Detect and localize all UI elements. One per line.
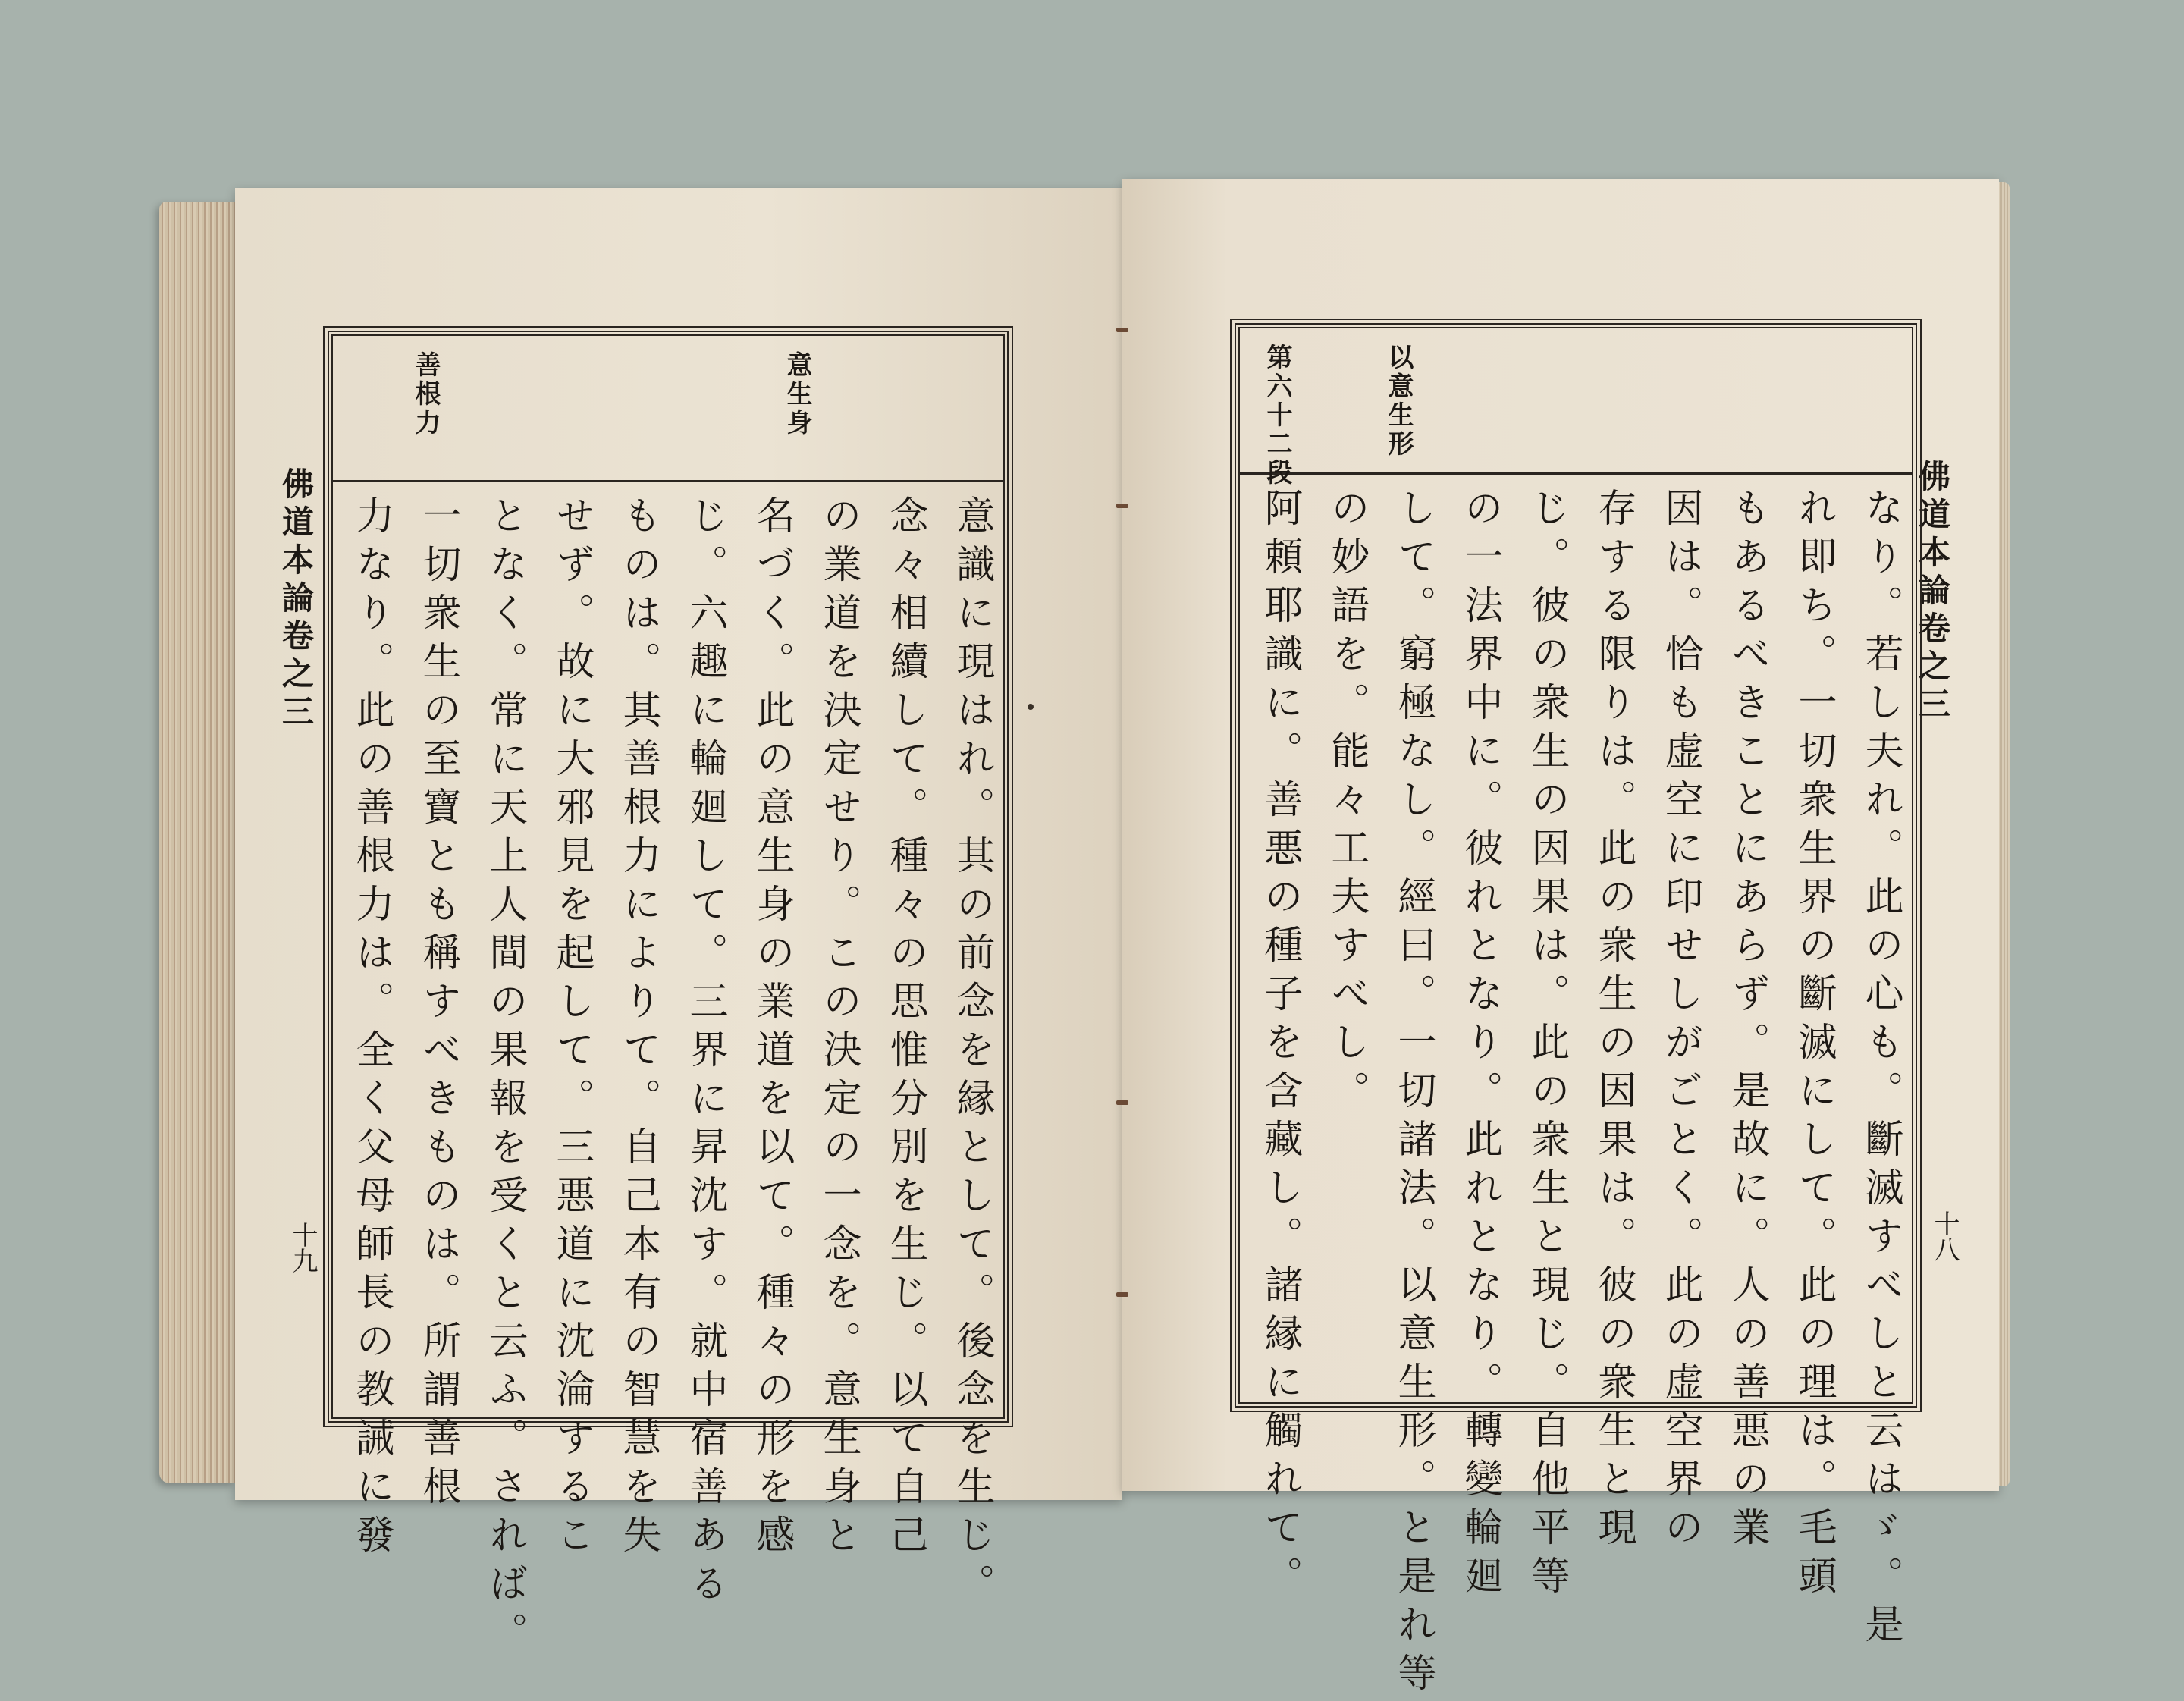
text-column: の妙語を。能々工夫すべし。 [1324,488,1369,1119]
right-headnote-area [1240,328,1912,488]
headnote: 善根力 [410,351,441,438]
right-margin-title: 佛道本論卷之三 [1914,460,1951,725]
left-page-number: 十九 [287,1222,318,1273]
text-column: 意識に現はれ。其の前念を縁として。後念を生じ。 [949,495,994,1612]
open-book [159,179,2010,1701]
text-column: の一法界中に。彼れとなり。此れとなり。轉變輪廻 [1458,488,1502,1604]
text-column: もあるべきことにあらず。是故に。人の善悪の業 [1724,488,1769,1555]
left-text-frame [328,331,1009,1660]
text-column: して。窮極なし。經曰。一切諸法。以意生形。と是れ等 [1391,488,1436,1701]
text-column: なり。若し夫れ。此の心も。斷滅すべしと云はゞ。是 [1858,488,1903,1652]
text-column: じ。六趣に輪廻して。三界に昇沈す。就中宿善ある [682,495,727,1612]
text-column: 力なり。此の善根力は。全く父母師長の教誡に發 [349,495,394,1563]
left-margin-title: 佛道本論卷之三 [278,467,315,733]
binding-stitch [1116,1292,1128,1297]
headnote: 以意生形 [1383,344,1414,459]
section-heading: 第六十二段 [1262,344,1292,488]
left-headnote-area [333,336,1003,482]
text-column: 阿頼耶識に。善悪の種子を含藏し。諸縁に觸れて。 [1257,488,1302,1604]
text-column: じ。彼の衆生の因果は。此の衆生と現じ。自他平等 [1524,488,1569,1604]
ink-spot [1028,704,1034,710]
text-column: となく。常に天上人間の果報を受くと云ふ。されば。 [482,495,527,1660]
binding-stitch [1116,1100,1128,1105]
binding-stitch [1116,328,1128,332]
page-block-edges-right [1999,182,2010,1486]
text-column: 念々相續して。種々の思惟分別を生じ。以て自己 [883,495,927,1563]
page-block-edges-left [159,202,235,1483]
text-column: れ即ち。一切衆生界の斷滅にして。此の理は。毛頭 [1791,488,1836,1604]
text-column: の業道を決定せり。この決定の一念を。意生身と [816,495,861,1563]
text-column: 因は。恰も虚空に印せしがごとく。此の虚空界の [1658,488,1702,1555]
binding-stitch [1116,504,1128,508]
text-column: 一切衆生の至寶とも稱すべきものは。所謂善根 [416,495,460,1514]
headnote: 意生身 [782,351,812,438]
text-column: ものは。其善根力によりて。自己本有の智慧を失 [616,495,661,1563]
right-text-frame [1235,323,1917,1701]
text-column: せず。故に大邪見を起して。三悪道に沈淪するこ [549,495,594,1563]
right-page-number: 十八 [1929,1210,1960,1262]
text-column: 名づく。此の意生身の業道を以て。種々の形を感 [749,495,794,1563]
text-column: 存する限りは。此の衆生の因果は。彼の衆生と現 [1591,488,1636,1555]
